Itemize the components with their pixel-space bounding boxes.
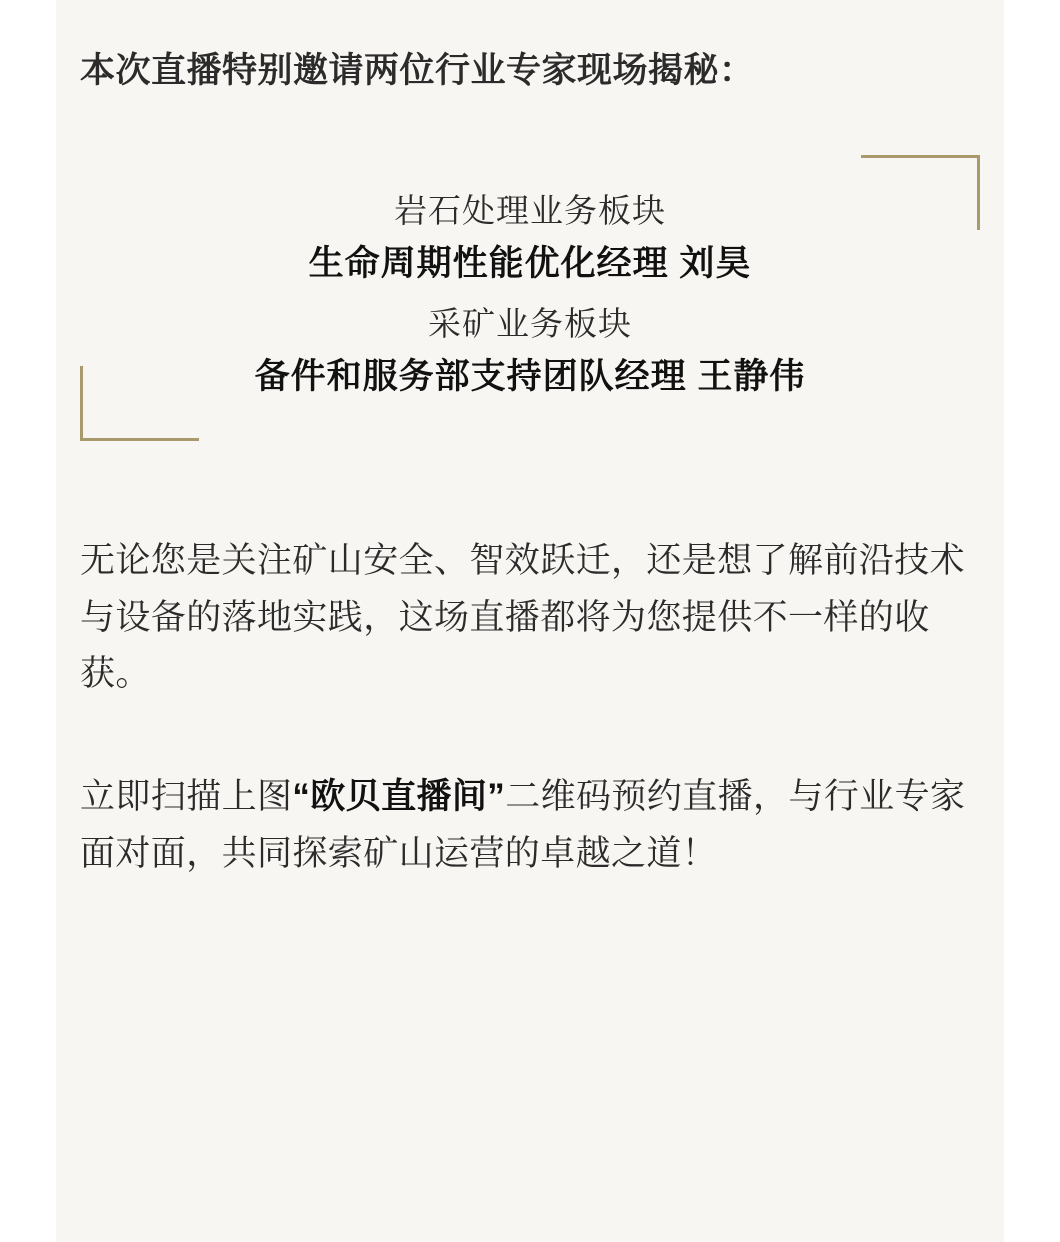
cta-channel-name: “欧贝直播间” bbox=[292, 777, 506, 817]
corner-bracket-bottom-left-icon bbox=[80, 366, 199, 441]
speaker-2-business-unit: 采矿业务板块 bbox=[428, 304, 632, 342]
page-left-margin bbox=[0, 0, 56, 1242]
cta-text-before: 立即扫描上图 bbox=[80, 777, 293, 817]
body-paragraph-2 bbox=[80, 769, 980, 882]
speakers-block bbox=[80, 155, 980, 441]
speaker-2-title-name: 备件和服务部支持团队经理 王静伟 bbox=[254, 357, 806, 397]
speaker-1-title-name: 生命周期性能优化经理 刘昊 bbox=[308, 243, 752, 283]
article-content bbox=[56, 0, 1004, 1242]
cta-text-after: 二维码预约直播，与行业专家面对面，共同探索矿山运营的卓越之道！ bbox=[80, 777, 966, 873]
page-right-margin bbox=[1004, 0, 1060, 1242]
speaker-1-business-unit: 岩石处理业务板块 bbox=[394, 191, 666, 229]
corner-bracket-top-right-icon bbox=[861, 155, 980, 230]
intro-paragraph: 本次直播特别邀请两位行业专家现场揭秘： bbox=[80, 51, 755, 90]
body-paragraph-1: 无论您是关注矿山安全、智效跃迁，还是想了解前沿技术与设备的落地实践，这场直播都将为您提供不一样的收获。 bbox=[80, 541, 966, 694]
